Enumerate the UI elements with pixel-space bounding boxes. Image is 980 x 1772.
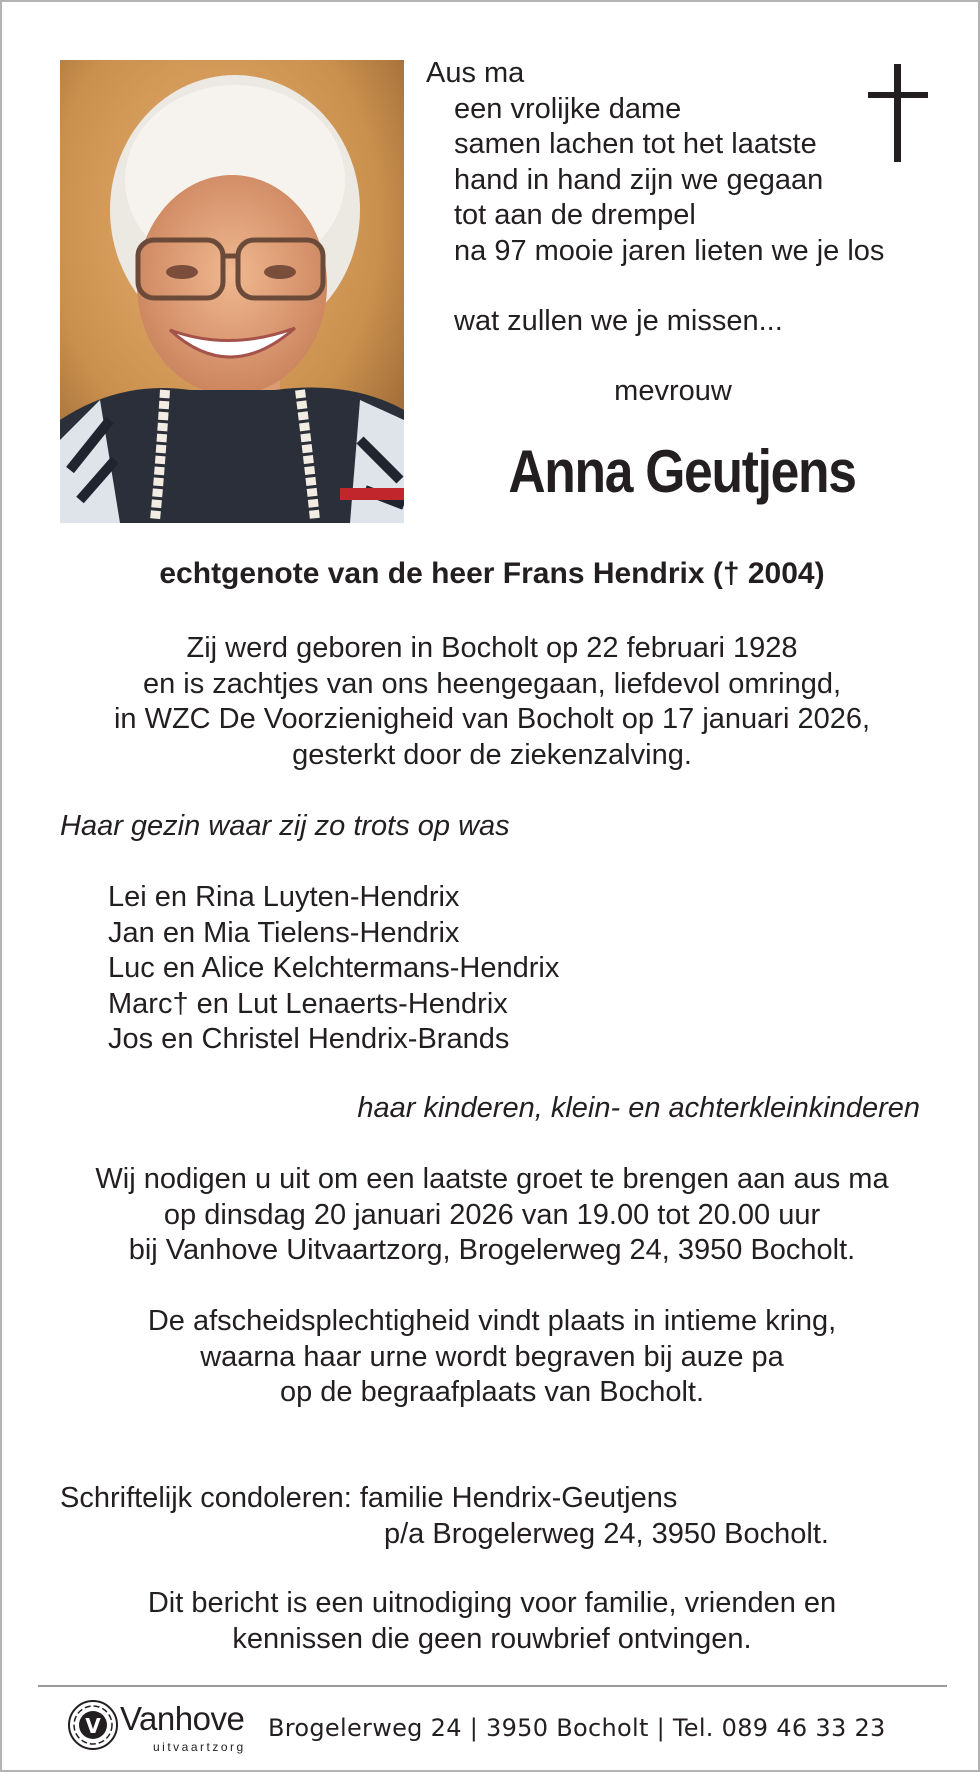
portrait-photo [60,60,404,523]
spouse-line: echtgenote van de heer Frans Hendrix († 2004) [159,557,825,590]
text-line: Zij werd geboren in Bocholt op 22 februari 1928 [186,632,798,664]
list-item: Lei en Rina Luyten-Hendrix [108,881,460,913]
honorific: mevrouw [614,375,732,407]
text-line: gesterkt door de ziekenzalving. [292,738,692,771]
text-line: op de begraafplaats van Bocholt. [279,1376,705,1408]
condolence-label: Schriftelijk condoleren: familie Hendrix-Geutjens [60,1482,678,1514]
text-line: De afscheidsplechtigheid vindt plaats in intieme kring, [147,1305,837,1337]
text-line: Dit bericht is een uitnodiging voor familie, vrienden en [147,1587,837,1619]
text-line: kennissen die geen rouwbrief ontvingen. [232,1622,752,1655]
list-item: Luc en Alice Kelchtermans-Hendrix [108,952,560,984]
footer-address: Brogelerweg 24 | 3950 Bocholt | Tel. 089 46 33 23 [268,1714,886,1742]
text-line: Wij nodigen u uit om een laatste groet te brengen aan aus ma [95,1163,889,1195]
logo-letter: V [85,1714,101,1738]
text-line: waarna haar urne wordt begraven bij auze pa [200,1340,784,1373]
footer-divider [38,1685,947,1687]
poem-line: hand in hand zijn we gegaan [454,163,824,196]
ceremony-block [2,1304,980,1411]
vanhove-logo-icon [66,1698,120,1757]
poem-line: samen lachen tot het laatste [454,128,817,160]
list-item: Jan en Mia Tielens-Hendrix [108,916,460,949]
family-intro: Haar gezin waar zij zo trots op was [60,810,510,842]
visitation-block [2,1162,980,1269]
family-signoff: haar kinderen, klein- en achterkleinkinderen [357,1092,920,1124]
poem-closing: wat zullen we je missen... [454,305,783,337]
poem-opening: Aus ma [426,57,525,89]
text-line: bij Vanhove Uitvaartzorg, Brogelerweg 24, 3950 Bocholt. [128,1234,856,1266]
poem-line: tot aan de drempel [454,199,696,231]
birth-death-block [2,631,980,773]
invitation-note [2,1586,980,1657]
condolence-block [60,1480,829,1552]
poem-line: na 97 mooie jaren lieten we je los [454,234,885,267]
cross-icon [868,64,928,167]
text-line: op dinsdag 20 januari 2026 van 19.00 tot 20.00 uur [163,1198,821,1231]
memorial-poem [426,56,884,340]
logo-name: Vanhove [120,1700,245,1737]
condolence-address: p/a Brogelerweg 24, 3950 Bocholt. [384,1518,829,1550]
deceased-name: Anna Geutjens [508,438,856,505]
text-line: en is zachtjes van ons heengegaan, liefdevol omringd, [142,667,842,700]
list-item: Jos en Christel Hendrix-Brands [108,1023,510,1055]
logo-subtitle: uitvaartzorg [153,1740,246,1754]
text-line: in WZC De Voorzienigheid van Bocholt op 17 januari 2026, [113,703,871,735]
children-list [108,880,559,1058]
list-item: Marc† en Lut Lenaerts-Hendrix [108,987,508,1020]
poem-line: een vrolijke dame [454,92,682,125]
